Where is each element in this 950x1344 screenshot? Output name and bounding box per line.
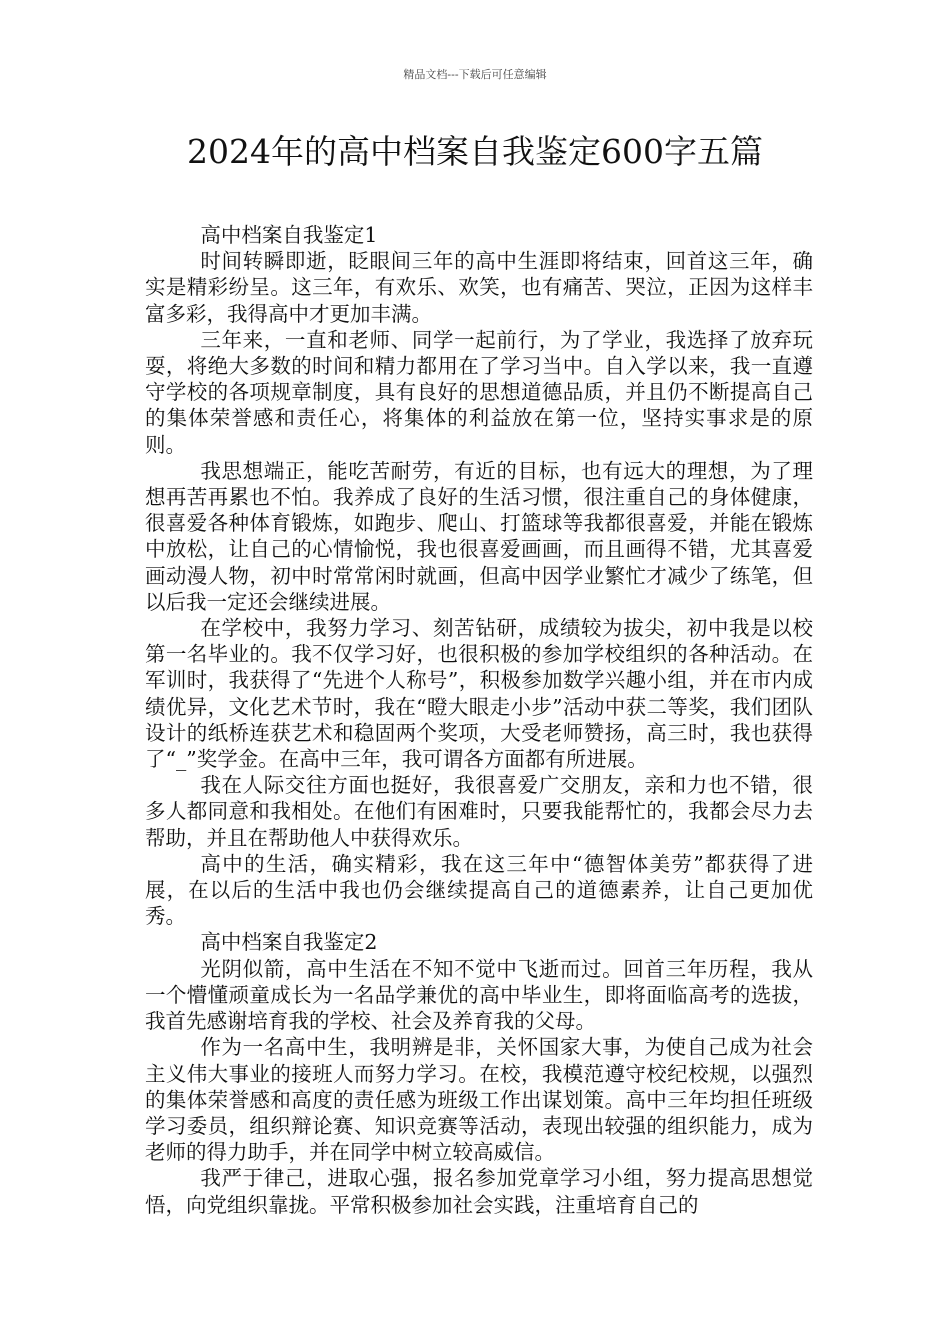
section-heading: 高中档案自我鉴定2 [200, 930, 378, 955]
paragraph: 高中的生活，确实精彩，我在这三年中“德智体美劳”都获得了进展，在以后的生活中我也仍会继续提高自己的道德素养，让自己更加优秀。 [145, 851, 813, 929]
document-title: 2024年的高中档案自我鉴定600字五篇 [187, 132, 763, 171]
paragraph: 我在人际交往方面也挺好，我很喜爱广交朋友，亲和力也不错，很多人都同意和我相处。在他们有困难时，只要我能帮忙的，我都会尽力去帮助，并且在帮助他人中获得欢乐。 [145, 773, 813, 850]
section-heading: 高中档案自我鉴定1 [200, 223, 378, 247]
paragraph: 三年来，一直和老师、同学一起前行，为了学业，我选择了放弃玩耍，将绝大多数的时间和精力都用在了学习当中。自入学以来，我一直遵守学校的各项规章制度，具有良好的思想道德品质，并且仍不断提高自己的集体荣誉感和责任心，将集体的利益放在第一位，坚持实事求是的原则。 [145, 327, 813, 457]
page-header: 精品文档---下载后可任意编辑 [403, 68, 547, 81]
paragraph: 我严于律己，进取心强，报名参加党章学习小组，努力提高思想觉悟，向党组织靠拢。平常积极参加社会实践，注重培育自己的 [145, 1166, 813, 1217]
document-body [145, 222, 813, 1218]
paragraph: 时间转瞬即逝，眨眼间三年的高中生涯即将结束，回首这三年，确实是精彩纷呈。这三年，有欢乐、欢笑，也有痛苦、哭泣，正因为这样丰富多彩，我得高中才更加丰满。 [145, 249, 813, 326]
paragraph: 在学校中，我努力学习、刻苦钻研，成绩较为拔尖，初中我是以校第一名毕业的。我不仅学习好，也很积极的参加学校组织的各种活动。在军训时，我获得了“先进个人称号”，积极参加数学兴趣小组，并在市内成绩优异，文化艺术节时，我在“瞪大眼走小步”活动中获二等奖，我们团队设计的纸桥连获艺术和稳固两个奖项，大受老师赞扬，高三时，我也获得了“_”奖学金。在高中三年，我可谓各方面都有所进展。 [145, 616, 813, 772]
paragraph: 作为一名高中生，我明辨是非，关怀国家大事，为使自己成为社会主义伟大事业的接班人而努力学习。在校，我模范遵守校纪校规，以强烈的集体荣誉感和高度的责任感为班级工作出谋划策。高中三年均担任班级学习委员，组织辩论赛、知识竞赛等活动，表现出较强的组织能力，成为老师的得力助手，并在同学中树立较高威信。 [145, 1035, 813, 1165]
paragraph: 我思想端正，能吃苦耐劳，有近的目标，也有远大的理想，为了理想再苦再累也不怕。我养成了良好的生活习惯，很注重自己的身体健康，很喜爱各种体育锻炼，如跑步、爬山、打篮球等我都很喜爱，并能在锻炼中放松，让自己的心情愉悦，我也很喜爱画画，而且画得不错，尤其喜爱画动漫人物，初中时常常闲时就画，但高中因学业繁忙才减少了练笔，但以后我一定还会继续进展。 [145, 458, 813, 614]
paragraph: 光阴似箭，高中生活在不知不觉中飞逝而过。回首三年历程，我从一个懵懂顽童成长为一名品学兼优的高中毕业生，即将面临高考的选拔，我首先感谢培育我的学校、社会及养育我的父母。 [145, 956, 813, 1034]
